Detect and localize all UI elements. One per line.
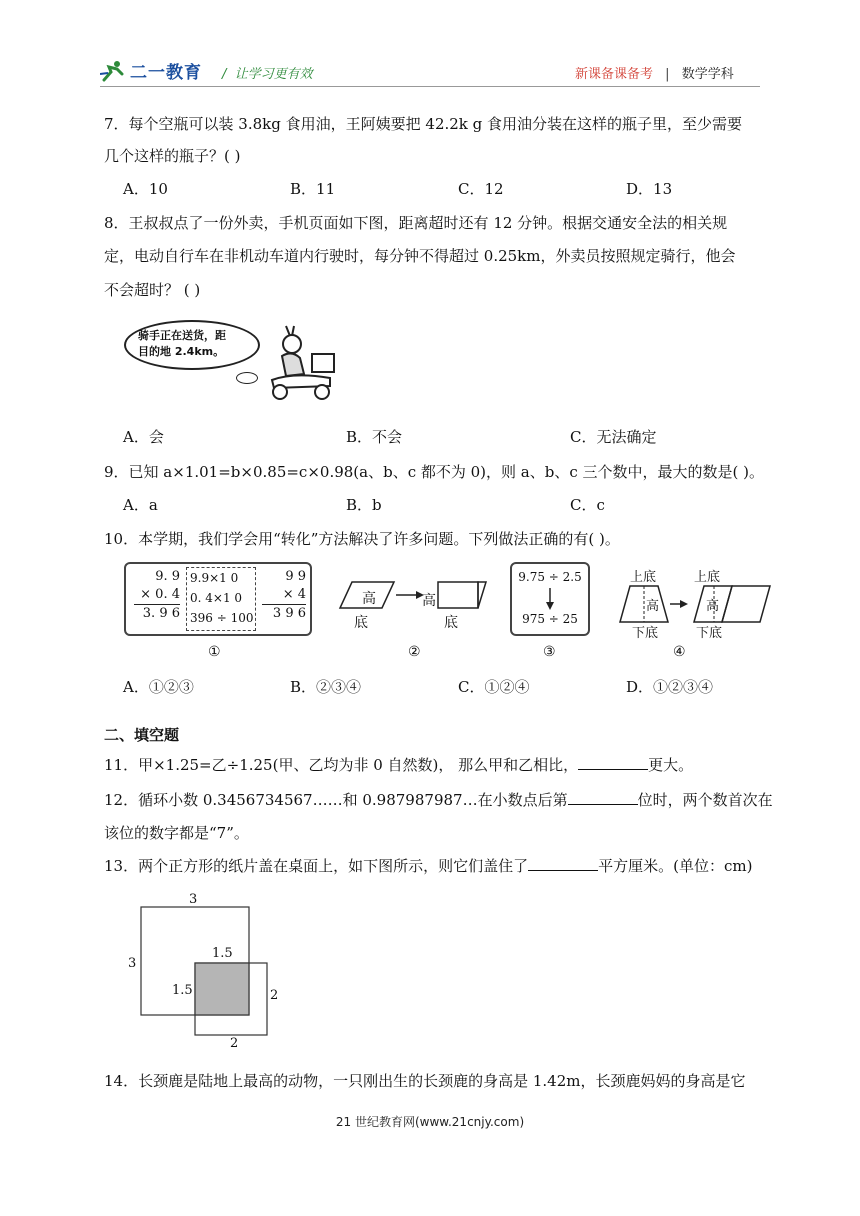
q10-option-c[interactable]: C．①②④: [458, 678, 530, 696]
fig2-label: ②: [408, 644, 421, 660]
q9-option-c[interactable]: C．c: [570, 496, 605, 514]
fig2-base-right: 底: [444, 615, 458, 631]
scooter-rider-icon: [264, 322, 342, 402]
small-square-bottom-label: 2: [230, 1036, 239, 1051]
question-11: 11．甲×1.25=乙÷1.25(甲、乙均为非 0 自然数)， 那么甲和乙相比， 更大。: [104, 756, 694, 774]
page-footer: 21 世纪教育网(www.21cnjy.com): [335, 1115, 525, 1129]
fig1-original-column: 9. 9 × 0. 4 3. 9 6: [134, 568, 180, 623]
q12-answer-blank[interactable]: [568, 789, 638, 805]
fig4-bottom-base-right: 下底: [696, 626, 723, 641]
q10-option-b[interactable]: B．②③④: [290, 678, 362, 696]
bubble-tail: [236, 372, 258, 384]
question-13: 13．两个正方形的纸片盖在桌面上，如下图所示，则它们盖住了 平方厘米。(单位：cm): [104, 857, 753, 875]
speech-bubble-text: 骑手正在送货，距 目的地 2.4km。: [138, 329, 226, 358]
fig4-height-left: 高: [646, 599, 660, 614]
q11-answer-blank[interactable]: [578, 754, 648, 770]
header-subject: 新课备课备考 | 数学学科: [575, 67, 734, 82]
overlapping-squares-figure: [140, 906, 270, 1038]
question-12-line2: 该位的数字都是“7”。: [104, 824, 249, 842]
q8-option-c[interactable]: C．无法确定: [570, 428, 657, 446]
q7-option-c[interactable]: C．12: [458, 180, 504, 198]
overlap-top-label: 1.5: [212, 946, 233, 961]
question-14-line1: 14．长颈鹿是陆地上最高的动物，一只刚出生的长颈鹿的身高是 1.42m，长颈鹿妈妈的身高是它: [104, 1072, 746, 1090]
question-8-line2: 定，电动自行车在非机动车道内行驶时，每分钟不得超过 0.25km，外卖员按照规定骑行，他会: [104, 247, 736, 265]
down-arrow-icon: [545, 588, 555, 610]
fig4-label: ④: [673, 644, 686, 660]
section-fill-in-title: 二、填空题: [104, 726, 180, 744]
question-10-line1: 10．本学期，我们学会用“转化”方法解决了许多问题。下列做法正确的有( )。: [104, 530, 620, 548]
figure-4-trapezoid: [618, 584, 774, 624]
q13-answer-blank[interactable]: [528, 855, 598, 871]
header-slogan: / 让学习更有效: [222, 67, 313, 82]
big-square-top-label: 3: [189, 892, 198, 907]
fig1-transform-box: 9.9×1 0 0. 4×1 0 396 ÷ 100: [186, 567, 256, 631]
small-square-right-label: 2: [270, 988, 279, 1003]
question-8-line3: 不会超时？ ( ): [104, 281, 201, 299]
header-logo: [100, 58, 202, 83]
q8-option-a[interactable]: A．会: [123, 428, 164, 446]
fig2-base-left: 底: [354, 615, 368, 631]
fig4-height-right: 高: [706, 599, 720, 614]
q9-option-a[interactable]: A．a: [123, 496, 158, 514]
fig4-top-base-left: 上底: [630, 570, 657, 585]
q9-option-b[interactable]: B．b: [346, 496, 382, 514]
question-7-line2: 几个这样的瓶子？( ): [104, 147, 241, 165]
q10-option-a[interactable]: A．①②③: [123, 678, 194, 696]
runner-logo-icon: [100, 60, 126, 82]
fig4-top-base-right: 上底: [694, 570, 721, 585]
figure-1-multiplication: [124, 562, 312, 636]
logo-text: 二一教育: [130, 63, 202, 83]
q7-option-b[interactable]: B．11: [290, 180, 336, 198]
figure-3-division: 9.75 ÷ 2.5 975 ÷ 25: [510, 562, 590, 636]
fig2-height-left: 高: [362, 591, 376, 607]
fig4-bottom-base-left: 下底: [632, 626, 659, 641]
question-7-line1: 7．每个空瓶可以装 3.8kg 食用油，王阿姨要把 42.2k g 食用油分装在这样的瓶子里，至少需要: [104, 115, 743, 133]
q7-option-d[interactable]: D．13: [626, 180, 673, 198]
overlap-left-label: 1.5: [172, 983, 193, 998]
fig1-simplified-column: 9 9 × 4 3 9 6: [262, 568, 306, 623]
q10-option-d[interactable]: D．①②③④: [626, 678, 714, 696]
fig2-height-right: 高: [422, 593, 436, 609]
q8-option-b[interactable]: B．不会: [346, 428, 403, 446]
big-square-left-label: 3: [128, 956, 137, 971]
question-12-line1: 12．循环小数 0.3456734567……和 0.987987987…在小数点后第 位时，两个数首次在: [104, 791, 773, 809]
question-9-line1: 9．已知 a×1.01=b×0.85=c×0.98(a、b、c 都不为 0)，则 a、b、c 三个数中，最大的数是( )。: [104, 463, 764, 481]
q7-option-a[interactable]: A．10: [123, 180, 168, 198]
header-divider: [100, 86, 760, 87]
fig3-label: ③: [543, 644, 556, 660]
delivery-illustration: [124, 320, 344, 404]
question-8-line1: 8．王叔叔点了一份外卖，手机页面如下图，距离超时还有 12 分钟。根据交通安全法的相关规: [104, 214, 728, 232]
fig1-label: ①: [208, 644, 221, 660]
